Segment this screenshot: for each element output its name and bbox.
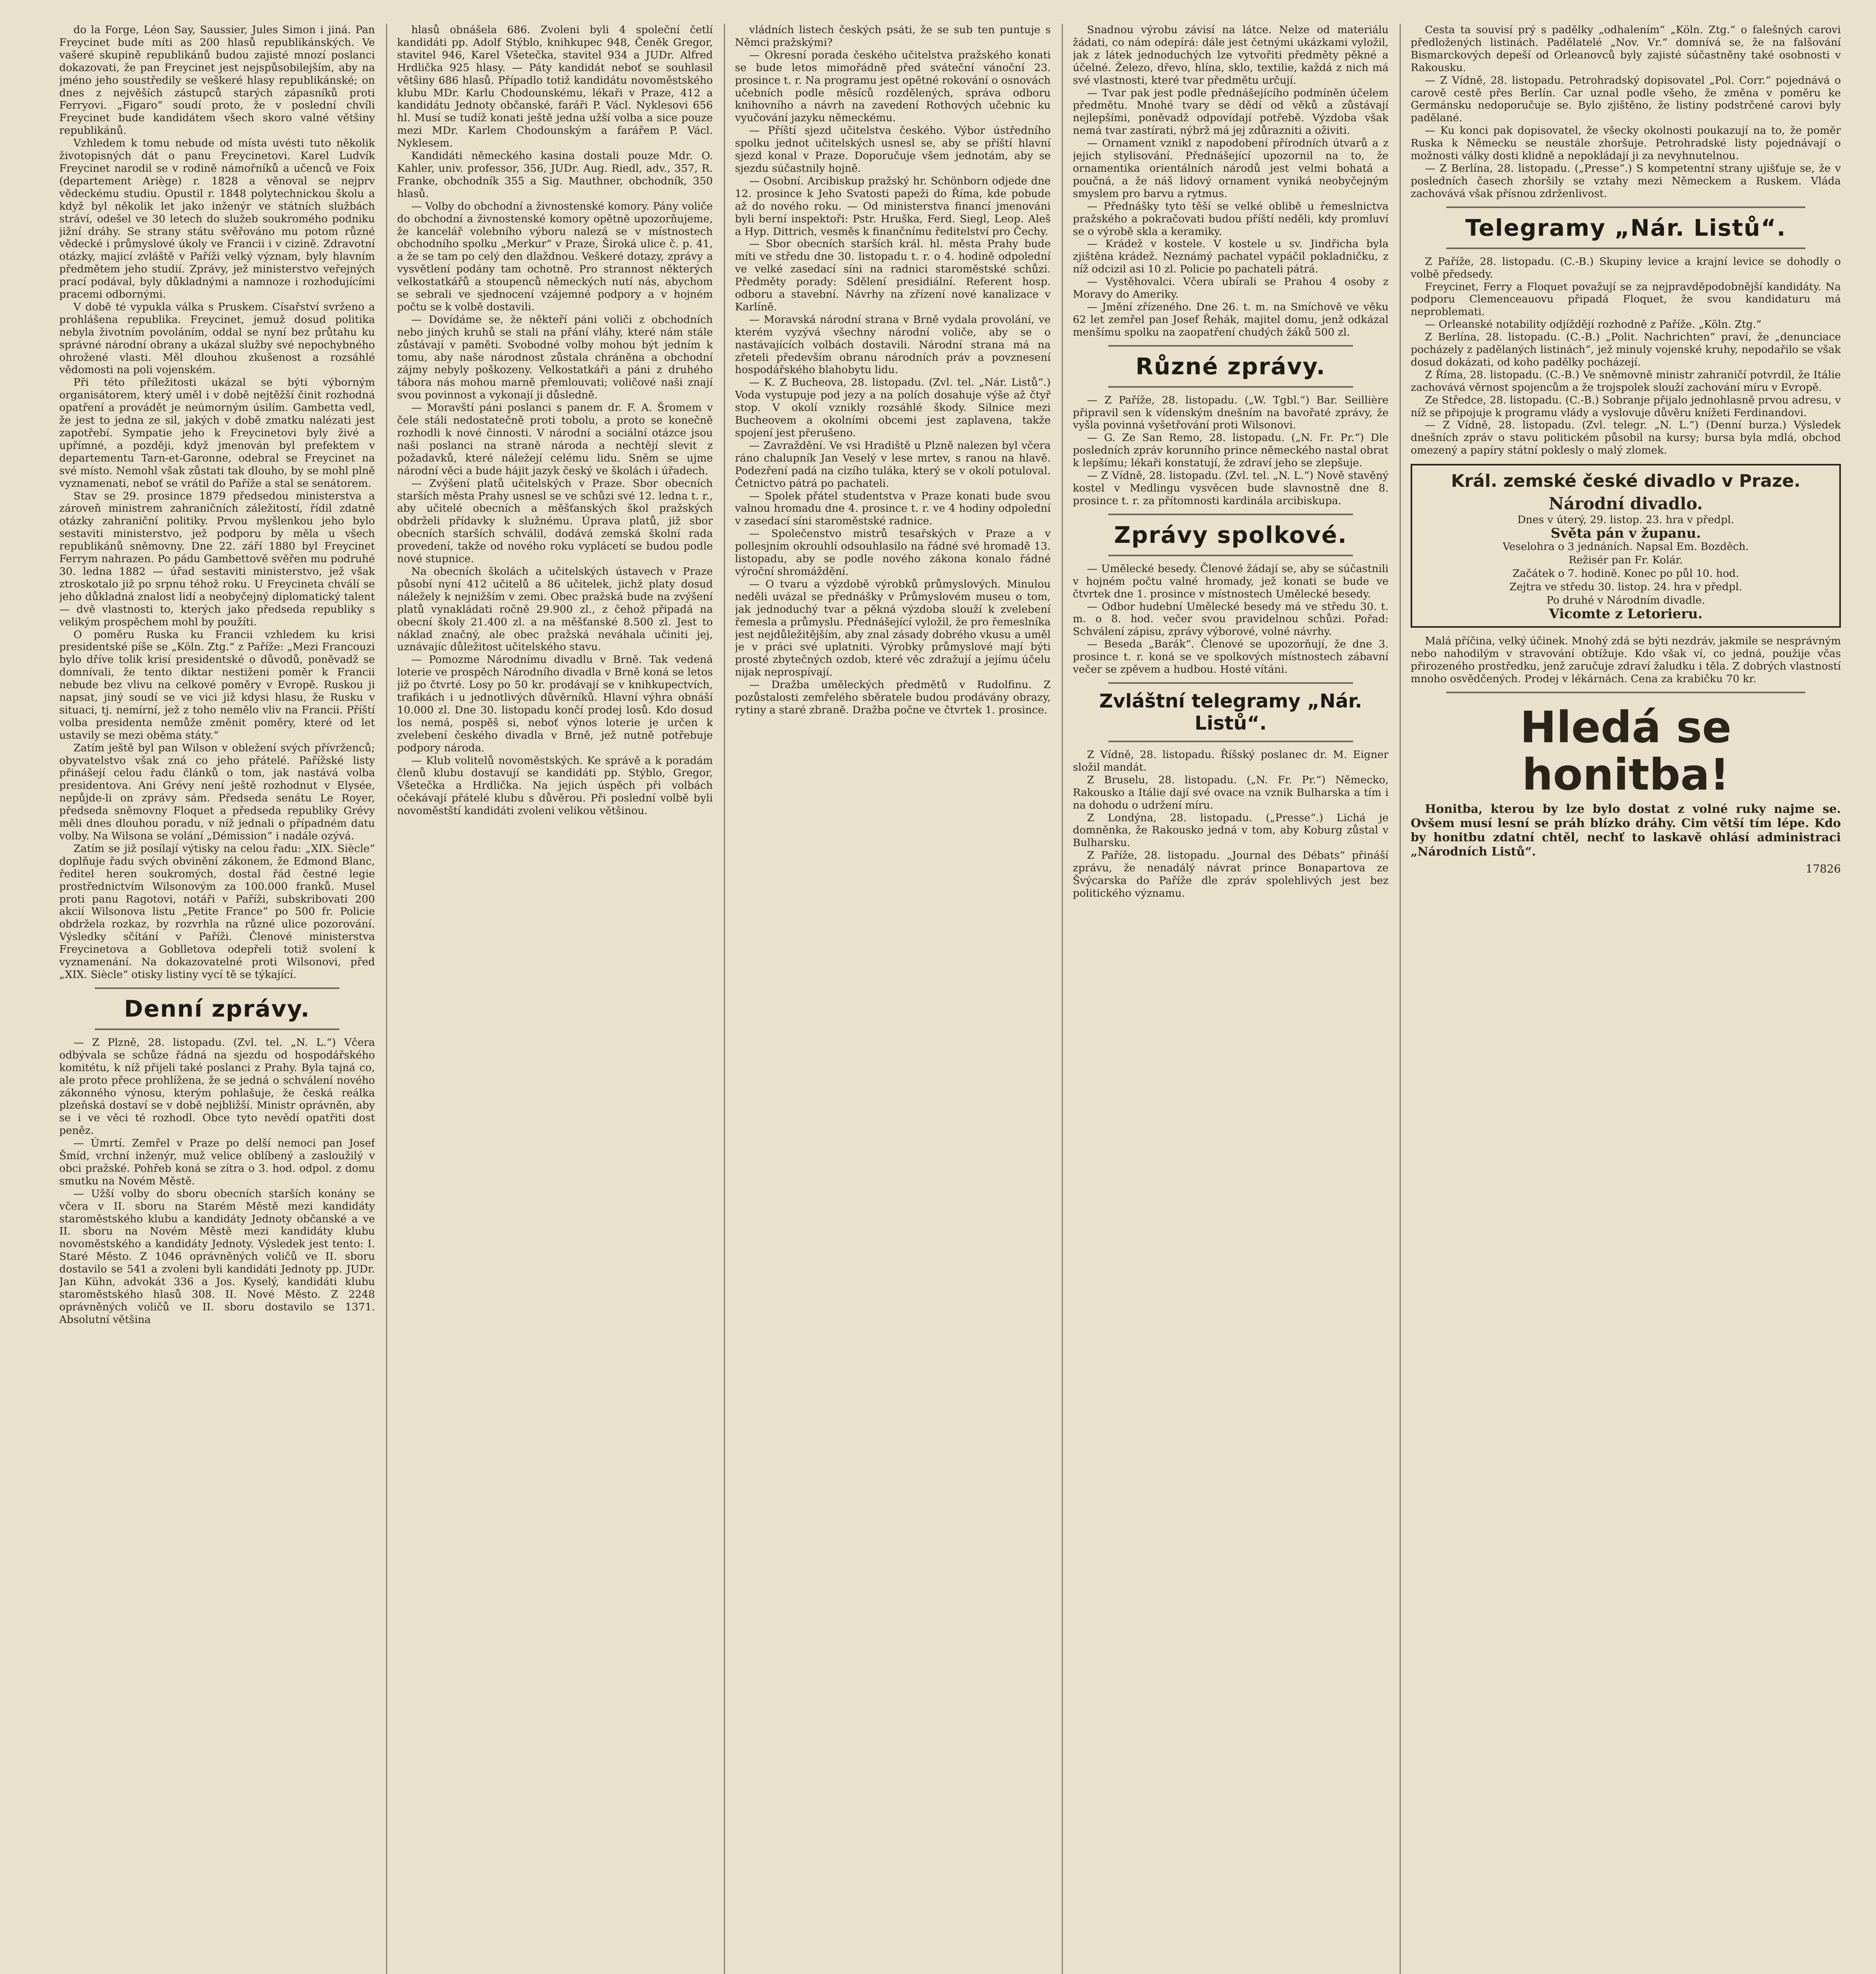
article-paragraph: Stav se 29. prosince 1879 předsedou ministerstva a zároveň ministrem zahraničních záležitostí, řídil zdatně otázky zahraniční politiky. Prvou myšlenkou jeho bylo sestaviti ministerstvo, jež podporu by měla u všech republikánů sněmovny. Dne 22. září 1880 byl Freycinet Ferrym nahrazen. Po pádu Gambettově svěřen mu podruhé 30. ledna 1882 — úřad sestaviti ministerstvo, jež však ztroskotalo již po srpnu téhož roku. U Freycineta chválí se jeho důkladná znalost lidí a neobyčejný diplomatický talent — dvě vlastnosti to, kterých jako předseda republiky s velikým prospěchem mohl by použíti. <box>59 490 375 628</box>
section-divider <box>95 987 339 989</box>
theatre-line: Dnes v úterý, 29. listop. 23. hra v předpl. <box>1517 514 1734 526</box>
article-paragraph: — Umělecké besedy. Členové žádají se, aby se súčastnili v hojném počtu valné hromady, jež konati se bude ve čtvrtek dne 1. prosince v místnostech Umělecké besedy. <box>1073 562 1389 600</box>
article-paragraph: — Z Berlína, 28. listopadu. („Presse“.) S kompetentní strany ujišťuje se, že v posledních časech zhoršily se vztahy mezi Německem a Ruskem. Vláda zachovává však přísnou zdrženlivost. <box>1411 162 1841 200</box>
column-2 <box>397 24 713 1974</box>
article-paragraph: Na obecních školách a učitelských ústavech v Praze působí nyní 412 učitelů a 86 učitelek, jichž platy dosud náležely k nejnižším v zemi. Obec pražská bude na zvýšení platů vynakládati ročně 29.900 zl., z čehož připadá na obecní školy 21.400 zl. a na měšťanské 8.500 zl. Jest to náklad značný, ale obec pražská neváhala učiniti jej, uznávajíc důležitost učitelského stavu. <box>397 565 713 653</box>
section-heading: Zprávy spolkové. <box>1114 521 1347 548</box>
theatre-line: Po druhé v Národním divadle. <box>1546 594 1705 607</box>
play-title: Vicomte z Letorieru. <box>1549 606 1703 622</box>
article-paragraph: — Užší volby do sboru obecních starších konány se včera v II. sboru na Starém Městě mezi kandidáty staroměstského klubu a kandidáty Jednoty občanské a ve II. sboru na Novém Městě mezi kandidáty klubu novoměstského a kandidáty Jednoty. Výsledek jest tento: I. Staré Město. Z 1046 oprávněných voličů ve II. sboru dostavilo se 541 a zvoleni byli kandidáti Jednoty pp. JUDr. Jan Kühn, advokát 336 a Jos. Kyselý, kandidáti klubu staroměstského hlasů 308. II. Nové Město. Z 2248 oprávněných voličů ve II. sboru dostavilo se 1371. Absolutní většina <box>59 1187 375 1326</box>
article-paragraph: — Zavraždění. Ve vsi Hradiště u Plzně nalezen byl včera ráno chalupník Jan Veselý v lese mrtev, s ranou na hlavě. Podezření padá na cizího tuláka, který se v okolí potuloval. Četnictvo pátrá po pachateli. <box>735 439 1051 490</box>
theatre-line: Veselohra o 3 jednáních. Napsal Em. Bozděch. <box>1503 540 1749 553</box>
column-3 <box>735 24 1051 1974</box>
article-paragraph: — Úmrtí. Zemřel v Praze po delší nemoci pan Josef Šmíd, vrchní inženýr, muž velice oblíbený a zasloužilý v obci pražské. Pohřeb koná se zítra o 3. hod. odpol. z domu smutku na Novém Městě. <box>59 1137 375 1187</box>
column-rule <box>1062 24 1063 1974</box>
article-paragraph: Snadnou výrobu závisí na látce. Nelze od materiálu žádati, co nám odepírá: dále jest četnými ukázkami vyložil, jak z látek jednoduchých lze vytvořiti předměty pěkné a účelné. Železo, dřevo, hlína, sklo, textilie, každá z nich má své vlastnosti, které tvar předmětu určují. <box>1073 24 1389 86</box>
article-paragraph: Freycinet, Ferry a Floquet považují se za nejpravděpodobnější kandidáty. Na podporu Clemenceauovu připadá Floquet, že svou kandidaturu má neproblemati. <box>1411 280 1841 318</box>
column-4 <box>1073 24 1389 1974</box>
article-paragraph: — Volby do obchodní a živnostenské komory. Pány voliče do obchodní a živnostenské komory opětně upozorňujeme, že kancelář volebního výboru nalezá se v místnostech obchodního spolku „Merkur“ v Praze, Široká ulice č. p. 41, a že se tam po celý den dlaždnou. Veškeré dotazy, zprávy a vysvětlení podány tam ochotně. Pro strannost některých velkostatkářů a stoupenců německých nutí nás, abychom se sebrali ve sjednocení vzájemné podpory a v hojném počtu se k volbě dostavili. <box>397 200 713 313</box>
article-paragraph: — Přednášky tyto těší se velké oblibě u řemeslnictva pražského a pokračovati budou příští neděli, kdy promluví se o výrobě skla a keramiky. <box>1073 200 1389 238</box>
article-paragraph: Z Vídně, 28. listopadu. Říšský poslanec dr. M. Eigner složil mandát. <box>1073 748 1389 773</box>
article-paragraph: — Pomozme Národnímu divadlu v Brně. Tak vedená loterie ve prospěch Národního divadla v Brně koná se letos již po čtvrté. Losy po 50 kr. prodávají se v knihkupectvích, trafikách i u jednotlivých důvěrníků. Hlavní výhra obnáší 10.000 zl. Dne 30. listopadu končí prodej losů. Kdo dosud los nemá, pospěš si, neboť výnos loterie je určen k zvelebení českého divadla v Brně, jež nutně potřebuje podpory národa. <box>397 653 713 754</box>
column-rule <box>1400 24 1401 1974</box>
article-paragraph: Malá příčina, velký účinek. Mnohý zdá se býti nezdráv, jakmile se nesprávným nebo nahodilým v stravování obtížuje. Kdo však ví, co jedná, použije včas přirozeného prostředku, jenž zaručuje zdraví žaludku i těla. Z dobrých vlastností mnoho osvědčených. Prodej v lékárnách. Cena za krabičku 70 kr. <box>1411 635 1841 685</box>
article-paragraph: — Ornament vznikl z napodobení přírodních útvarů a z jejich stylisování. Přednášející upozornil na to, že ornamentika orientálních národů jest velmi bohatá a poučná, a že náš lidový ornament vyniká neobyčejným smyslem pro barvu a rytmus. <box>1073 137 1389 200</box>
column-rule <box>724 24 725 1974</box>
section-divider <box>1108 345 1353 347</box>
column-5 <box>1411 24 1841 1974</box>
ad-number: 17826 <box>1805 862 1841 875</box>
section-divider <box>1446 692 1805 693</box>
article-paragraph: — Moravská národní strana v Brně vydala provolání, ve kterém vyzývá všechny národní voliče, aby se o nastávajících volbách dostavili. Národní strana má na zřeteli především obranu národních práv a povznesení hospodářského blahobytu lidu. <box>735 313 1051 376</box>
article-paragraph: — Tvar pak jest podle přednášejícího podmíněn účelem předmětu. Mnohé tvary se dědí od věků a zůstávají nejlepšími, poněvadž odpovídají potřebě. Výzdoba však nemá tvar zastírati, nýbrž má jej zdůrazniti a oživiti. <box>1073 86 1389 137</box>
article-paragraph: — Z Vídně, 28. listopadu. (Zvl. tel. „N. L.“) Nově stavěný kostel v Medlingu vysvěcen bude slavnostně dne 8. prosince t. r. za přítomnosti kardinála arcibiskupa. <box>1073 469 1389 507</box>
theatre-title: Král. zemské české divadlo v Praze. <box>1451 471 1801 492</box>
section-divider <box>1108 741 1353 742</box>
article-paragraph: Z Bruselu, 28. listopadu. („N. Fr. Pr.“) Německo, Rakousko a Itálie dají své ovace na vznik Bulharska a tím i na dohodu o udržení míru. <box>1073 773 1389 811</box>
section-divider <box>1108 555 1353 556</box>
theatre-subtitle: Národní divadlo. <box>1548 494 1703 514</box>
article-paragraph: Ze Středce, 28. listopadu. (C.-B.) Sobranje přijalo jednohlasně prvou adresu, v níž se připojuje k programu vlády a vyslovuje důvěru knížeti Ferdinandovi. <box>1411 394 1841 419</box>
article-paragraph: — Orleanské notability odjíždějí rozhodně z Paříže. „Köln. Ztg.“ <box>1425 318 1762 331</box>
section-heading: Denní zprávy. <box>124 995 310 1022</box>
article-paragraph: Zatím ještě byl pan Wilson v obležení svých přívrženců; obyvatelstvo však zná co jeho přátelé. Pařížské listy přinášejí celou řadu článků o tom, jak nastává volba presidentova. Ani Grévy není ještě rozhodnut v Elysée, nepůjde-li on zprávy sám. Předseda senátu Le Royer, předseda sněmovny Floquet a předseda republiky Grévy měli dnes dlouhou poradu, v níž jednali o případném datu volby. Na Wilsona se volání „Démission“ i nadále ozývá. <box>59 741 375 842</box>
article-paragraph: — O tvaru a výzdobě výrobků průmyslových. Minulou neděli uvázal se přednášky v Průmyslovém museu o tom, jak jednoduchý tvar a pěkná výzdoba slouží k zvelebení řemesla a průmyslu. Přednášející vyložil, že pro řemeslníka jest nejdůležitějším, aby znal zásady dobrého vkusu a uměl je v práci své uplatniti. Výrobky průmyslové mají býti prosté zbytečných ozdob, které věc zdražují a jejímu účelu nijak neprospívají. <box>735 578 1051 679</box>
article-paragraph: — Zvýšení platů učitelských v Praze. Sbor obecních starších města Prahy usnesl se ve schůzi své 12. ledna t. r., aby učitelé obecních a měšťanských škol pražských obdrželi přídavky k služnému. Úprava platů, již sbor obecních starších schválil, dodává zemská školní rada provedení, takže od nového roku vyplácetí se budou podle nové stupnice. <box>397 477 713 565</box>
play-title: Světa pán v županu. <box>1550 525 1701 542</box>
article-paragraph: — Z Plzně, 28. listopadu. (Zvl. tel. „N. L.“) Včera odbývala se schůze řádná na sjezdu od hospodářského komitétu, k níž přijeli také poslanci z Prahy. Byla tajná co, ale proto přece prohlížena, že se jedná o schválení nového zákonného výnosu, kterým pohlašuje, že česká reálka plzeňská dostaví se v době nejbližší. Ministr oprávněn, aby se i ve věci té rozhodl. Obce tyto nevědí opatřiti dost peněz. <box>59 1036 375 1137</box>
article-paragraph: Z Paříže, 28. listopadu. „Journal des Débats“ přináší zprávu, že nenadálý návrat prince Bonapartova ze Švýcarska do Paříže dle zpráv spolehlivých jest bez politického významu. <box>1073 849 1389 899</box>
article-paragraph: — Klub volitelů novoměstských. Ke správě a k poradám členů klubu dostavují se kandidáti pp. Stýblo, Gregor, Všetečka a Hrdlička. Na jejich úspěch při volbách očekávají přátelé klubu s důvěrou. Při poslední volbě byli novoměstští kandidáti zvoleni velikou většinou. <box>397 754 713 817</box>
article-paragraph: — Okresní porada českého učitelstva pražského konati se bude letos mimořádně před sváteční vánoční 23. prosince t. r. Na programu jest opětné rokování o osnovách učebních podle měsíců rozdělených, správa odboru knihovního a návrh na zavedení Rothových učebnic ku vyučování jazyku německému. <box>735 49 1051 124</box>
section-heading: Různé zprávy. <box>1136 353 1326 380</box>
article-paragraph: Zatím se již posílají výtisky na celou řadu: „XIX. Siècle“ doplňuje řadu svých obvinění zákonem, že Edmond Blanc, ředitel heren soukromých, dostal řád čestné legie prostřednictvím Wilsonovým za 100.000 franků. Musel proti panu Ragotovi, notáři v Paříži, subskribovati 200 akcií Wilsonova listu „Petite France“ po 500 fr. Policie obdržela rozkaz, by rozvrhla na různé ulice pozorování. Výsledky sčítání v Paříži. Členové ministerstva Freycinetova a Goblletova odepřeli totiž svolení k vyznamenání. Na dokazovatelné proti Wilsonovi, před „XIX. Siècle“ otisky listiny vycí tě se týkající. <box>59 842 375 981</box>
article-paragraph: Z Paříže, 28. listopadu. (C.-B.) Skupiny levice a krajní levice se dohodly o volbě předsedy. <box>1411 255 1841 280</box>
article-paragraph: do la Forge, Léon Say, Saussier, Jules Simon i jiná. Pan Freycinet bude míti as 200 hlasů republikánských. Ve vašeré skupině republikánů budou zajisté mnozí poslanci dokazovati, že pan Freycinet jest nejspůsobilejším, aby na jméno jeho soustředily se veškeré hlasy republikánské; on dnes z nejvěších zástupců starých zápasníků proti Ferryovi. „Figaro“ soudí proto, že v poslední chvíli Freycinet bude kandidátem všech skoro valné většiny republikánů. <box>59 24 375 137</box>
section-heading: Zvláštní telegramy „Nár. Listů“. <box>1099 690 1362 734</box>
article-paragraph: — Dovídáme se, že někteří páni voliči z obchodních nebo jiných kruhů se stali na přání vláhy, které nám stále zůstávají v paměti. Svobodné volby mohou být jedním k tomu, aby naše národnost zůstala chráněna a obchodní zájmy nebyly poškozeny. Velkostatkáři a páni z druhého tábora nás mohou marně přemlouvati; voličové naši znají svou povinnost a vykonají ji důsledně. <box>397 313 713 402</box>
article-paragraph: Z Berlína, 28. listopadu. (C.-B.) „Polit. Nachrichten“ praví, že „denunciace pocházely z padělaných listinách“, jež minuly vojenské kruhy, nepodařilo se však dosud dokázati, od koho padělky pocházejí. <box>1411 331 1841 368</box>
page-content <box>59 24 1843 1974</box>
article-paragraph: Z Londýna, 28. listopadu. („Presse“.) Lichá je domněnka, že Rakousko jedná v tom, aby Koburg zůstal v Bulharsku. <box>1073 811 1389 849</box>
column-rule <box>386 24 387 1974</box>
ad-paragraph: Honitba, kterou by lze bylo dostat z volné ruky najme se. Ovšem musí lesní se práh blízko dráhy. Cim větší tím lépe. Kdo by honitbu zdatní chtěl, nechť to laskavě ohlásí administraci „Národních Listů“. <box>1411 802 1841 859</box>
article-paragraph: — G. Ze San Remo, 28. listopadu. („N. Fr. Pr.“) Dle posledních zpráv korunního prince německého nastal obrat k lepšímu; lékaři konstatují, že zdraví jeho se zlepšuje. <box>1073 432 1389 469</box>
theatre-line: Začátek o 7. hodině. Konec po půl 10. hod. <box>1512 567 1739 580</box>
section-divider <box>1446 248 1805 249</box>
article-paragraph: — Jmění zřízeného. Dne 26. t. m. na Smíchově ve věku 62 let zemřel pan Josef Řehák, majitel domu, jenž odkázal menšímu spolku na zaopatření chudých žáků 500 zl. <box>1073 300 1389 338</box>
article-paragraph: — Krádež v kostele. V kostele u sv. Jindřicha byla zjištěna krádež. Neznámý pachatel vypáčil pokladničku, z níž odcizil asi 10 zl. Policie po pachateli pátrá. <box>1073 238 1389 276</box>
article-paragraph: — Beseda „Barák“. Členové se upozorňují, že dne 3. prosince t. r. koná se ve spolkových místnostech zábavní večer se zpěvem a hudbou. Hosté vítáni. <box>1073 638 1389 676</box>
ad-heading: Hledá se honitba! <box>1520 702 1732 800</box>
article-paragraph: — Moravští páni poslanci s panem dr. F. A. Šromem v čele stáli nedostatečně proti tobolu, a proto se konečně rozhodli k nové činnosti. V národní a sociální otázce jsou naši poslanci na straně národa a nechtějí slevit z požadavků, které náležejí celému lidu. Sněm se ujme národní věci a bude hájit jazyk český ve školách i úřadech. <box>397 402 713 477</box>
article-paragraph: — Příští sjezd učitelstva českého. Výbor ústředního spolku jednot učitelských usnesl se, aby se příští hlavní sjezd konal v Praze. Doporučuje všem jednotám, aby se sjezdu súčastnily hojně. <box>735 124 1051 175</box>
article-paragraph: Kandidáti německého kasina dostali pouze Mdr. O. Kahler, univ. professor, 356, JUDr. Aug. Riedl, adv., 357, R. Franke, obchodník 355 a Sig. Mauthner, obchodník, 350 hlasů. <box>397 150 713 200</box>
column-1 <box>59 24 375 1974</box>
section-divider <box>1446 206 1805 208</box>
theatre-line: Režisér pan Fr. Kolár. <box>1569 554 1683 567</box>
article-paragraph: Cesta ta souvisí prý s padělky „odhalením“ „Köln. Ztg.“ o falešných carovi předložených listinách. Padělatelé „Nov. Vr.“ domnívá se, že na falšování Bismarckových depeší od Orleanovců byly zajisté súčastněny také osobnosti v Rakousku. <box>1411 24 1841 74</box>
article-paragraph: Z Říma, 28. listopadu. (C.-B.) Ve sněmovně ministr zahraničí potvrdil, že Itálie zachovává věrnost spojencům a že trojspolek slouží zachování míru v Evropě. <box>1411 368 1841 394</box>
article-paragraph: Vzhledem k tomu nebude od místa uvésti tuto několik životopisných dát o panu Freycinetovi. Karel Ludvík Freycinet narodil se v rodině námořníků a učenců ve Foix (departement Ariège) r. 1828 a věnoval se nejprv vědeckému studiu. Opustil r. 1848 polytechnickou školu a když byl několik let jako inženýr ve státních službách stráví, odešel ve 30 letech do služeb soukromého podniku jižní dráhy. Se strany státu svěřováno mu potom různé vědecké i průmyslové úkoly ve Francii i v cizině. Zdravotní otázky, majicí zvláště v Paříži velký význam, byly hlavním předmětem jeho studií. Zprávy, jež ministerstvo veřejných prací podával, byly důkladnými a namnoze i rozhodujícími pracemi odbornými. <box>59 137 375 301</box>
article-paragraph: — Dražba uměleckých předmětů v Rudolfinu. Z pozůstalosti zemřelého sběratele budou prodávány obrazy, rytiny a staré zbraně. Dražba počne ve čtvrtek 1. prosince. <box>735 679 1051 716</box>
article-paragraph: V době té vypukla válka s Pruskem. Císařství svrženo a prohlášena republika. Freycinet, jemuž dosud politika nebyla životním povoláním, oddal se nyní bez průtahu ku správné národní obrany a ukázal služby své nepochybného ohrožené vlasti. Měl dlouhou zkušenost a rozsáhlé vědomosti na poli vojenském. <box>59 300 375 376</box>
article-paragraph: vládních listech českých psáti, že se sub ten puntuje s Němci pražskými? <box>735 24 1051 49</box>
article-paragraph: — Z Vídně, 28. listopadu. Petrohradský dopisovatel „Pol. Corr.“ pojednává o carově cestě přes Berlín. Car uznal podle všeho, že změna v poměru ke Germánsku nedoporučuje se. Bylo zjištěno, že listiny podstrčené carovi byly padělané. <box>1411 74 1841 124</box>
theatre-line: Zejtra ve středu 30. listop. 24. hra v předpl. <box>1509 581 1742 593</box>
article-paragraph: Při této příležitosti ukázal se býti výborným organisátorem, který uměl i v době nejtěžší činit rozhodná opatření a provádět je neúmorným úsilím. Gambetta vedl, že jest to jedna ze sil, jakých v době zmatku nalézati jest zapotřebí. Sympatie jeho k Freycinetovi byly živé a upřímné, a později, když jmenován byl prefektem v departementu Tarn-et-Garonne, odebral se Freycinet na své místo. Nemohl však zůstati tak dlouho, by se mohl plně vyznamenati, neboť se vrátil do Paříže a stal se senátorem. <box>59 376 375 490</box>
article-paragraph: — Odbor hudební Umělecké besedy má ve středu 30. t. m. o 8. hod. večer svou pravidelnou schůzi. Pořad: Schválení zápisu, zprávy výborové, volné návrhy. <box>1073 600 1389 638</box>
article-paragraph: — Sbor obecních starších král. hl. města Prahy bude míti ve středu dne 30. listopadu t. r. o 4. hodině odpolední ve velké zasedací síni na radnici staroměstské schůzi. Předměty porady: Sdělení presidiální. Referent hosp. odboru a stavební. Návrhy na zřízení nové kanalizace v Karlíně. <box>735 238 1051 313</box>
section-divider <box>1108 386 1353 388</box>
section-heading: Telegramy „Nár. Listů“. <box>1465 214 1786 241</box>
article-paragraph: — K. Z Bucheova, 28. listopadu. (Zvl. tel. „Nár. Listů“.) Voda vystupuje pod jezy a na polích dosahuje výše až čtyř stop. V okolí vznikly rozsáhlé škody. Silnice mezi Bucheovem a okolními obcemi jest zaplavena, takže spojení jest přerušeno. <box>735 376 1051 439</box>
article-paragraph: — Vystěhovalci. Včera ubírali se Prahou 4 osoby z Moravy do Ameriky. <box>1073 276 1389 301</box>
theatre-listing <box>1411 464 1841 628</box>
section-divider <box>1108 514 1353 515</box>
section-divider <box>95 1028 339 1030</box>
article-paragraph: — Osobní. Arcibiskup pražský hr. Schönborn odjede dne 12. prosince k Jeho Svatosti papeži do Říma, kde pobude až do nového roku. — Od ministerstva financí jmenováni byli berní inspektoři: Pstr. Hruška, Ferd. Siegl, Leop. Aleš a Hyp. Dittrich, vesměs k finančnímu ředitelství pro Čechy. <box>735 175 1051 238</box>
article-paragraph: — Společenstvo mistrů tesařských v Praze a v pollesjním okrouhlí odsouhlasilo na řádné své hromadě 13. listopadu, aby se podle nového zákona konalo řádné výroční shromáždění. <box>735 527 1051 578</box>
article-paragraph: — Spolek přátel studentstva v Praze konati bude svou valnou hromadu dne 4. prosince t. r. ve 4 hodiny odpolední v zasedací síni staroměstské radnice. <box>735 490 1051 527</box>
article-paragraph: hlasů obnášela 686. Zvoleni byli 4 společní četlí kandidáti pp. Adolf Stýblo, knihkupec 948, Čeněk Gregor, stavitel 946, Karel Všetečka, stavitel 934 a JUDr. Alfred Hrdlička 925 hlasy. — Páty kandidát neboť se souhlasil většiny 686 hlasů. Případlo totiž kandidátu novoměstského klubu MDr. Karlu Chodounskému, lékaři v Praze, 412 a kandidátu Jednoty občanské, faráři P. Václ. Nyklesovi 656 hl. Musí se tudíž konati ještě jedna užší volba a sice pouze mezi MDr. Karlem Chodounským a farářem P. Václ. Nyklesem. <box>397 24 713 150</box>
article-paragraph: — Ku konci pak dopisovatel, že všecky okolnosti poukazují na to, že poměr Ruska k Německu se neustále zhoršuje. Petrohradské listy pojednávají o možnosti války dosti klidně a nepokládají ji za nevyhnutelnou. <box>1411 124 1841 162</box>
article-paragraph: — Z Paříže, 28. listopadu. („W. Tgbl.“) Bar. Seillière připravil sen k vídenským dnešním na bavořaté zprávy, že vyšla povinná vyšetřování proti Wilsonovi. <box>1073 394 1389 432</box>
article-paragraph: — Z Vídně, 28. listopadu. (Zvl. telegr. „N. L.“) (Denní burza.) Výsledek dnešních zpráv o stavu politickém působil na kursy; bursa byla mdlá, obchod omezený a papíry státní poklesly o malý zlomek. <box>1411 419 1841 457</box>
section-divider <box>1108 682 1353 684</box>
article-paragraph: O poměru Ruska ku Francii vzhledem ku krisi presidentské píše se „Köln. Ztg.“ z Paříže: „Mezi Francouzi bylo dříve tolik krisí presidentské o důvodů, poněvadž se domnívali, že tento diktar nestiženi poměr k Francii nebude bez vlivu na celkové poměry v Evropě. Ruskou ji napsat, jiný soudí se ve vici již kdysi hlasu, že Rusku v situaci, tj. nemírní, jež z toho nemělo vliv na Francii. Příští volba presidenta nemůže změnit poměry, které od let ustavily se mezi oběma státy.“ <box>59 628 375 741</box>
